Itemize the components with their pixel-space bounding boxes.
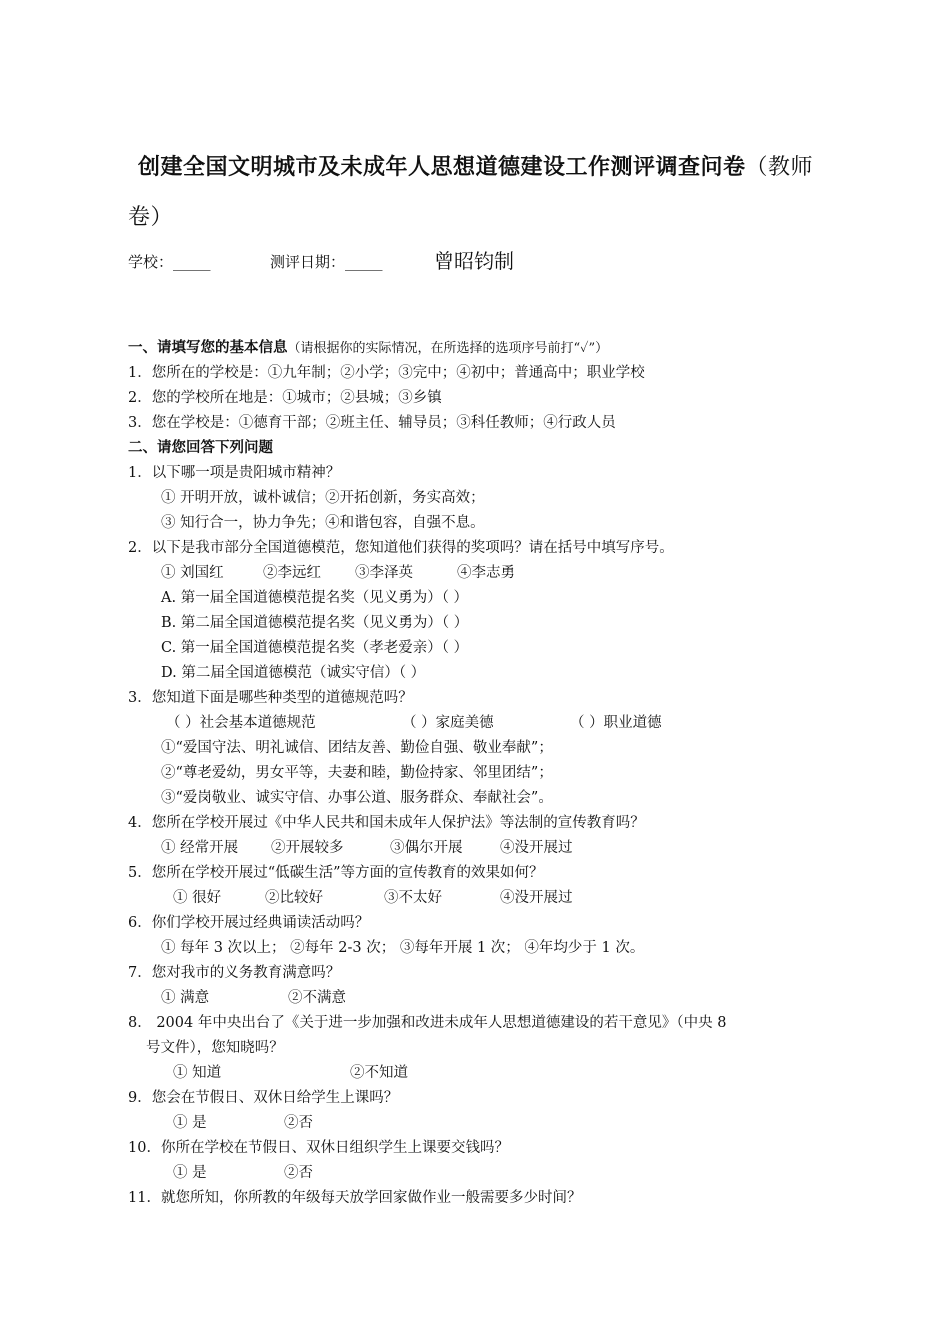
q2-option-2: ②李远红: [263, 565, 321, 581]
q4-option-2: ②开展较多: [271, 840, 344, 856]
q5-option-1: ① 很好: [173, 890, 222, 906]
title-main: 创建全国文明城市及未成年人思想道德建设工作测评调查问卷: [138, 154, 746, 180]
section2-heading: 二、请您回答下列问题: [128, 439, 273, 456]
q4-option-1: ① 经常开展: [161, 840, 239, 856]
q4-option-3: ③偶尔开展: [390, 840, 463, 856]
q2-option-3: ③李泽英: [355, 565, 413, 581]
school-field: 学校：_____: [128, 253, 211, 271]
q7-text: 7．您对我市的义务教育满意吗？: [128, 965, 341, 981]
q2-option-1: ① 刘国红: [161, 565, 224, 581]
date-field: 测评日期：_____: [270, 253, 383, 271]
q6-text: 6．你们学校开展过经典诵读活动吗？: [128, 915, 370, 931]
q6-options: ① 每年 3 次以上； ②每年 2-3 次； ③每年开展 1 次； ④年均少于 1 次。: [161, 940, 645, 956]
q1-option-line-1: ① 开明开放，诚朴诚信；②开拓创新，务实高效；: [161, 490, 485, 506]
q5-text: 5．您所在学校开展过“低碳生活”等方面的宣传教育的效果如何？: [128, 865, 544, 881]
q3-blank-2: （ ）家庭美德: [402, 715, 494, 731]
q10-option-1: ① 是: [173, 1165, 207, 1181]
q8-option-2: ②不知道: [350, 1065, 408, 1081]
meta-row: [128, 251, 828, 281]
document-title: [128, 142, 828, 243]
q4-option-4: ④没开展过: [500, 840, 573, 856]
q10-option-2: ②否: [284, 1165, 313, 1181]
title-suffix-b: 卷）: [128, 205, 174, 230]
q2-item-b: B. 第二届全国道德模范提名奖（见义勇为）（ ）: [161, 615, 469, 631]
q11-text: 11．就您所知，你所教的年级每天放学回家做作业一般需要多少时间？: [128, 1190, 582, 1206]
q9-text: 9．您会在节假日、双休日给学生上课吗？: [128, 1090, 399, 1106]
q10-text: 10．你所在学校在节假日、双休日组织学生上课要交钱吗？: [128, 1140, 509, 1156]
section1-heading: 一、请填写您的基本信息: [128, 339, 288, 356]
title-suffix-a: （教师: [745, 155, 814, 180]
section1-note: （请根据你的实际情况，在所选择的选项序号前打“✓”）: [287, 341, 609, 356]
q2-item-c: C. 第一届全国道德模范提名奖（孝老爱亲）（ ）: [161, 640, 469, 656]
q1-option-line-2: ③ 知行合一，协力争先；④和谐包容，自强不息。: [161, 515, 485, 531]
q2-item-a: A. 第一届全国道德模范提名奖（见义勇为）（ ）: [161, 590, 469, 606]
section1-heading-line: [128, 336, 608, 357]
q3-blank-3: （ ）职业道德: [570, 715, 662, 731]
q3-norm-3: ③“爱岗敬业、诚实守信、办事公道、服务群众、奉献社会”。: [161, 790, 553, 806]
q1-text: 1．以下哪一项是贵阳城市精神？: [128, 465, 341, 481]
q3-norm-2: ②“尊老爱幼，男女平等，夫妻和睦，勤俭持家、邻里团结”；: [161, 765, 553, 781]
q8-option-1: ① 知道: [173, 1065, 222, 1081]
q2-text: 2．以下是我市部分全国道德模范，您知道他们获得的奖项吗？请在括号中填写序号。: [128, 540, 674, 556]
q2-item-d: D. 第二届全国道德模范（诚实守信）（ ）: [161, 665, 426, 681]
author-credit: 曾昭钧制: [434, 249, 514, 273]
s1-question-1: 1．您所在的学校是：①九年制；②小学；③完中；④初中；普通高中；职业学校: [128, 365, 645, 381]
q5-option-4: ④没开展过: [500, 890, 573, 906]
s1-question-3: 3．您在学校是：①德育干部；②班主任、辅导员；③科任教师；④行政人员: [128, 415, 616, 431]
q9-option-2: ②否: [284, 1115, 313, 1131]
q7-option-2: ②不满意: [288, 990, 346, 1006]
q5-option-3: ③不太好: [384, 890, 442, 906]
q3-text: 3．您知道下面是哪些种类型的道德规范吗？: [128, 690, 413, 706]
q2-option-4: ④李志勇: [457, 565, 515, 581]
q3-norm-1: ①“爱国守法、明礼诚信、团结友善、勤俭自强、敬业奉献”；: [161, 740, 553, 756]
s1-question-2: 2．您的学校所在地是：①城市；②县城；③乡镇: [128, 390, 442, 406]
q4-text: 4．您所在学校开展过《中华人民共和国未成年人保护法》等法制的宣传教育吗？: [128, 815, 645, 831]
q3-blank-1: （ ）社会基本道德规范: [166, 715, 316, 731]
q7-option-1: ① 满意: [161, 990, 210, 1006]
q8-text-cont: 号文件），您知晓吗？: [146, 1040, 284, 1056]
q5-option-2: ②比较好: [265, 890, 323, 906]
q8-text: 8． 2004 年中央出台了《关于进一步加强和改进未成年人思想道德建设的若干意见》（中央 8: [128, 1015, 727, 1031]
q9-option-1: ① 是: [173, 1115, 207, 1131]
